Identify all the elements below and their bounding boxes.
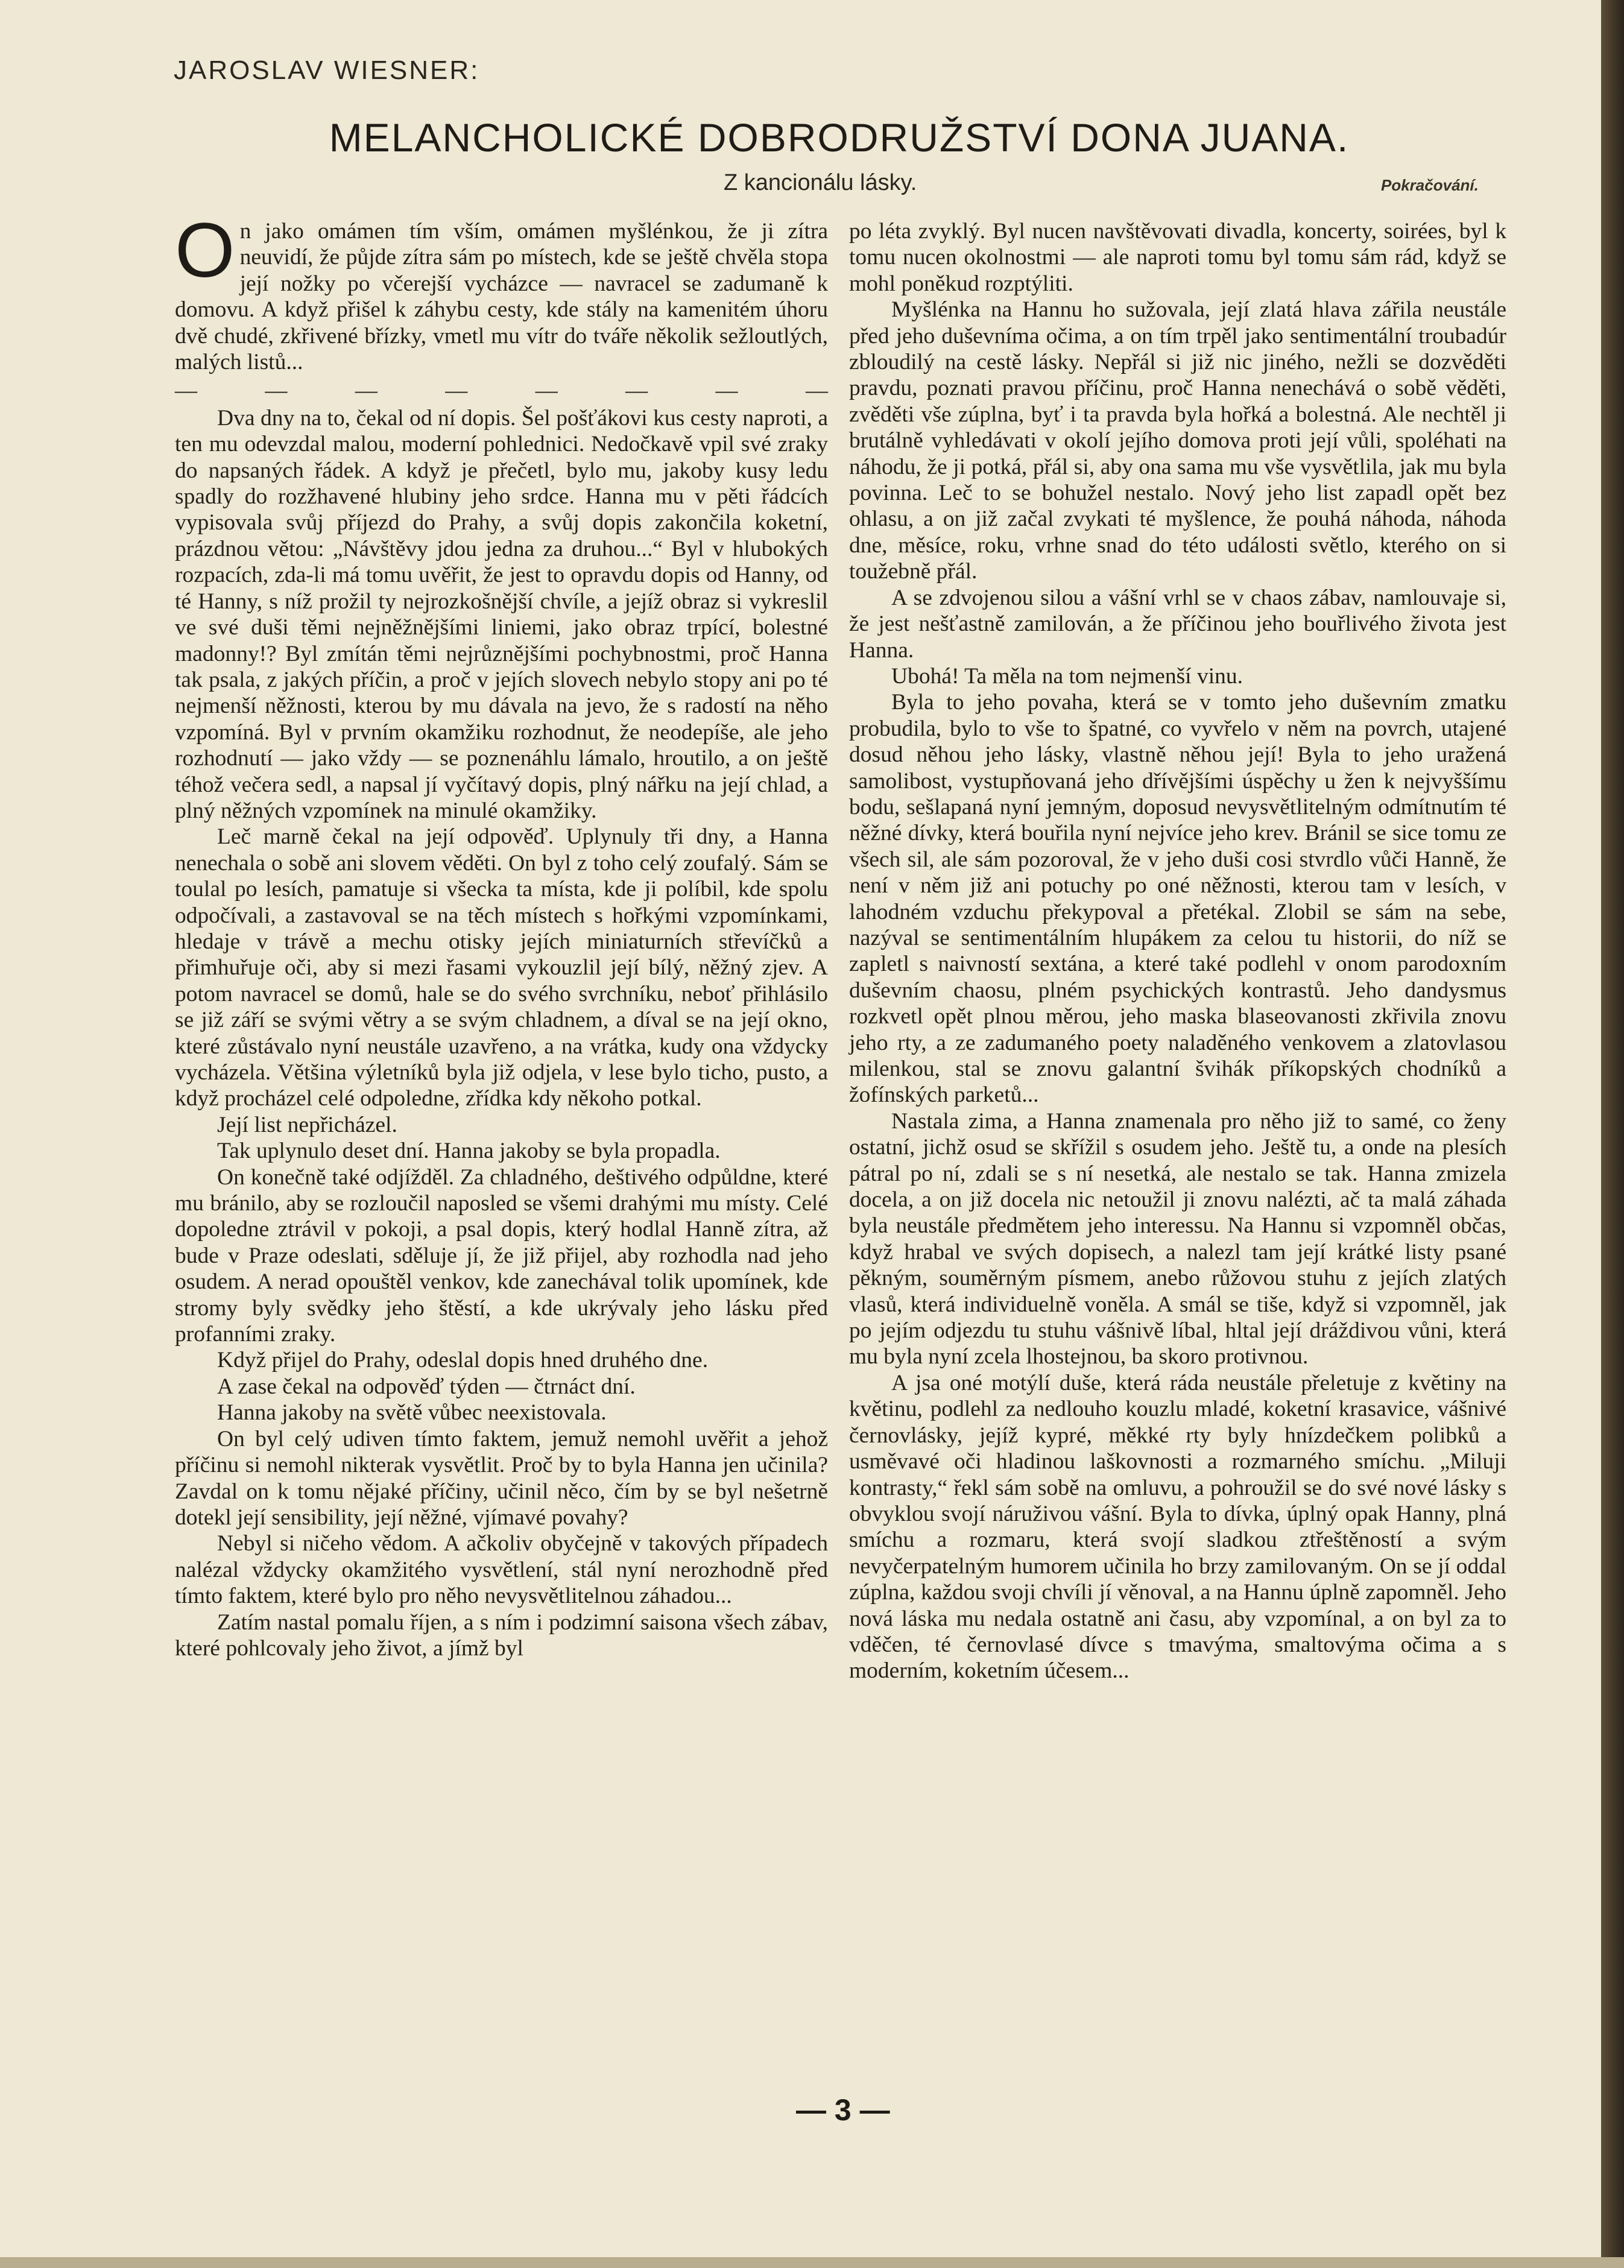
paragraph: Byla to jeho povaha, která se v tomto jeho duševním zmatku probudila, bylo to vše to špatné, co vyvřelo v něm na povrch, utajené dosud něhou jeho lásky, vlastně něhou její! Byla to jeho uražená samolibost, vystupňovaná jeho dřívějšími úspěchy u žen k nejvyššímu bodu, sešlapaná nyní jemným, doposud nevysvětlitelným odmítnutím té něžné dívky, která bouřila nyní nejvíce jeho krev. Bránil se sice tomu ze všech sil, ale sám pozoroval, že v jeho duši cosi stvrdlo vůči Hanně, že není v něm již ani potuchy po oné něžnosti, kterou tam v lesích, v lahodném vzduchu překypoval a přetékal. Zlobil se sám na sebe, nazýval se sentimentálním hlupákem za celou tu historii, do níž se zapletl s naivností sextána, a které také podlehl v onom parodoxním duševním chaosu, plném psychických kontrastů. Jeho dandysmus rozkvetl opět plnou měrou, jeho maska blaseovanosti zkřivila znovu jeho rty, a ze zadumaného poety naladěného venkovem a zlatovlasou milenkou, stal se znovu galantní švihák příkopských chodníků a žofínských parketů... (849, 690, 1506, 1108)
page-number: — 3 — (796, 2093, 890, 2127)
paragraph: On jako omámen tím vším, omámen myšlénkou, že ji zítra neuvidí, že půjde zítra sám po místech, kde se ještě chvěla stopa její nožky po včerejší vycházce — navracel se zadumaně k domovu. A když přišel k záhybu cesty, kde stály na kamenitém úhoru dvě chudé, zkřivené břízky, vmetl mu vítr do tváře několik sežloutlých, malých listů... (175, 207, 828, 375)
paragraph: Když přijel do Prahy, odeslal dopis hned druhého dne. (217, 1348, 709, 1373)
paragraph: Leč marně čekal na její odpověď. Uplynuly tři dny, a Hanna nenechala o sobě ani slovem věděti. On byl z toho celý zoufalý. Sám se toulal po lesích, pamatuje si všecka ta místa, kde ji políbil, kde spolu odpočívali, a zastavoval se na těch místech s hořkými vzpomínkami, hledaje v trávě a mechu otisky jejích miniaturních střevíčků a přimhuřuje oči, aby si mezi řasami vykouzlil její bílý, něžný zjev. A potom navracel se domů, hale se do svého svrchníku, neboť přihlásilo se již září se svými větry a se svým chladnem, a díval se na její okno, které zůstávalo nyní neustále uzavřeno, a na vrátka, kudy ona vždycky vycházela. Většina výletníků byla již odjela, v lese bylo ticho, pusto, a když procházel celé odpoledne, zřídka kdy někoho potkal. (175, 824, 828, 1111)
paragraph: po léta zvyklý. Byl nucen navštěvovati divadla, koncerty, soirées, byl k tomu nucen okolnostmi — ale naproti tomu byl tomu sám rád, když se mohl poněkud rozptýliti. (849, 219, 1506, 296)
paragraph: A se zdvojenou silou a vášní vrhl se v chaos zábav, namlouvaje si, že jest nešťastně zamilován, a že příčinou jeho bouřlivého života jest Hanna. (849, 585, 1506, 663)
paragraph: Ubohá! Ta měla na tom nejmenší vinu. (891, 663, 1243, 689)
paragraph: Zatím nastal pomalu říjen, a s ním i podzimní saisona všech zábav, které pohlcovaly jeho život, a jímž byl (175, 1609, 828, 1661)
article-title: MELANCHOLICKÉ DOBRODRUŽSTVÍ DONA JUANA. (329, 115, 1350, 160)
article-subtitle: Z kancionálu lásky. (724, 170, 917, 195)
page-bottom-edge (0, 2257, 1624, 2268)
continued-note: Pokračování. (1381, 176, 1479, 194)
book-spine-shadow (1601, 0, 1624, 2268)
author-name: JAROSLAV WIESNER: (174, 55, 480, 85)
paragraph: Tak uplynulo deset dní. Hanna jakoby se byla propadla. (217, 1139, 721, 1164)
paragraph: Nastala zima, a Hanna znamenala pro něho již to samé, co ženy ostatní, jichž osud se skřížil s osudem jeho. Ještě tu, a onde na plesích pátral po ní, zdali se s ní nesetká, ale nestalo se tak. Hanna zmizela docela, a on již docela nic netoužil ji znovu nalézti, ač ta malá záhada byla neustále předmětem jeho interessu. Na Hannu si vzpomněl občas, když hrabal ve svých dopisech, a nalezl tam její krátké listy psané pěkným, souměrným písmem, anebo růžovou stuhu z jejích zlatých vlasů, která individuelně voněla. A smál se tiše, když si vzpomněl, jak po jejím odjezdu tu stuhu vášnivě líbal, hltal její dráždivou vůni, která mu byla nyní zcela lhostejnou, ba skoro protivnou. (849, 1108, 1506, 1369)
left-column (175, 207, 828, 1661)
paragraph: On konečně také odjížděl. Za chladného, deštivého odpůldne, které mu bránilo, aby se rozloučil naposled se všemi drahými mu místy. Celé dopoledne ztrávil v pokoji, a psal dopis, který hodlal Hanně zítra, až bude v Praze odeslati, sděluje jí, že již přijel, aby rozhodla nad jeho osudem. A nerad opouštěl venkov, kde zanechával tolik upomínek, kde stromy byly svědky jeho štěstí, a kde ukrývaly jeho lásku před profanními zraky. (175, 1164, 828, 1347)
paragraph: A zase čekal na odpověď týden — čtrnáct dní. (217, 1374, 636, 1399)
paragraph: Nebyl si ničeho vědom. A ačkoliv obyčejně v takových případech nalézal vždycky okamžitého vysvětlení, stál nyní nerozhodně před tímto faktem, které bylo pro něho nevysvětlitelnou záhadou... (175, 1531, 828, 1609)
paragraph: A jsa oné motýlí duše, která ráda neustále přeletuje z květiny na květinu, podlehl za nedlouho kouzlu mladé, koketní krasavice, vášnivé černovlásky, jejíž kypré, měkké rty byly hnízdečkem polibků a usměvavé oči hladinou laškovnosti a rozmarného smíchu. „Miluji kontrasty,“ řekl sám sobě na omluvu, a pohroužil se do své nové lásky s obvyklou svojí náruživou vášní. Byla to dívka, úplný opak Hanny, plná smíchu a rozmaru, která svojí sladkou ztřeštěností a svým nevyčerpatelným humorem učinila ho brzy zamilovaným. On se jí oddal zúplna, každou svoji chvíli jí věnoval, a na Hannu úplně zapomněl. Jeho nová láska mu nedala ostatně ani času, aby vzpomínal, a on byl za to vděčen, té černovlasé dívce s tmavýma, smaltovýma očima a s moderním, koketním účesem... (849, 1370, 1506, 1684)
drop-cap: O (175, 207, 235, 294)
paragraph: On byl celý udiven tímto faktem, jemuž nemohl uvěřit a jehož příčinu si nemohl nikterak vysvětlit. Proč by to byla Hanna jen učinila? Zavdal on k tomu nějaké příčiny, učinil něco, čím by se byl nešetrně dotekl její sensibility, její něžné, vjímavé povahy? (175, 1426, 828, 1530)
paragraph: Dva dny na to, čekal od ní dopis. Šel pošťákovi kus cesty naproti, a ten mu odevzdal malou, moderní pohlednici. Nedočkavě vpil své zraky do napsaných řádek. A když je přečetl, bylo mu, jakoby kusy ledu spadly do rozžhavené hlubiny jeho srdce. Hanna mu v pěti řádcích vypisovala svůj příjezd do Prahy, a svůj dopis zakončila koketní, prázdnou větou: „Návštěvy jdou jedna za druhou...“ Byl v hlubokých rozpacích, zda-li má tomu uvěřit, že jest to opravdu dopis od Hanny, od té Hanny, s níž prožil ty nejrozkošnější chvíle, a jejíž obraz si vykreslil ve své duši těmi nejněžnějšími liniemi, jako obraz trpící, bolestné madonny!? Byl zmítán těmi nejrůznějšími pochybnostmi, proč Hanna tak psala, z jakých příčin, a proč v jejích slovech nebylo stopy ani po té nejmenší něžnosti, kterou by mu dávala na jevo, že s radostí na něho vzpomíná. Byl v prvním okamžiku rozhodnut, že neodepíše, ale jeho rozhodnutí — jako vždy — se poznenáhlu lámalo, hroutilo, a on ještě téhož večera sedl, a napsal jí vyčítavý dopis, plný nářku na její chlad, a plný něžných vzpomínek na minulé okamžiky. (175, 405, 828, 823)
paragraph: Hanna jakoby na světě vůbec neexistovala. (217, 1400, 607, 1426)
paragraph: Její list nepřicházel. (217, 1112, 397, 1137)
section-separator: — — — — — — — — (175, 378, 828, 403)
paragraph: Myšlénka na Hannu ho sužovala, její zlatá hlava zářila neustále před jeho duševníma očima, a on tím trpěl jako sentimentální troubadúr zbloudilý na cestě lásky. Nepřál si již nic jiného, nežli se dozvěděti pravdu, poznati pravou příčinu, proč Hanna nenechává o sobě věděti, zvěděti vše zúplna, byť i ta pravda byla hořká a bolestná. Ale nechtěl ji brutálně vyhledávati v okolí jejího domova proti její vůli, spoléhati na náhodu, že ji potká, přál si, aby ona sama mu vše vysvětlila, jak mu byla povinna. Leč to se bohužel nestalo. Nový jeho list zapadl opět bez ohlasu, a on již začal zvykati té myšlence, že pouhá náhoda, náhoda dne, měsíce, roku, vrhne snad do této události světlo, kterého on si toužebně přál. (849, 297, 1506, 584)
right-column (849, 218, 1506, 1684)
